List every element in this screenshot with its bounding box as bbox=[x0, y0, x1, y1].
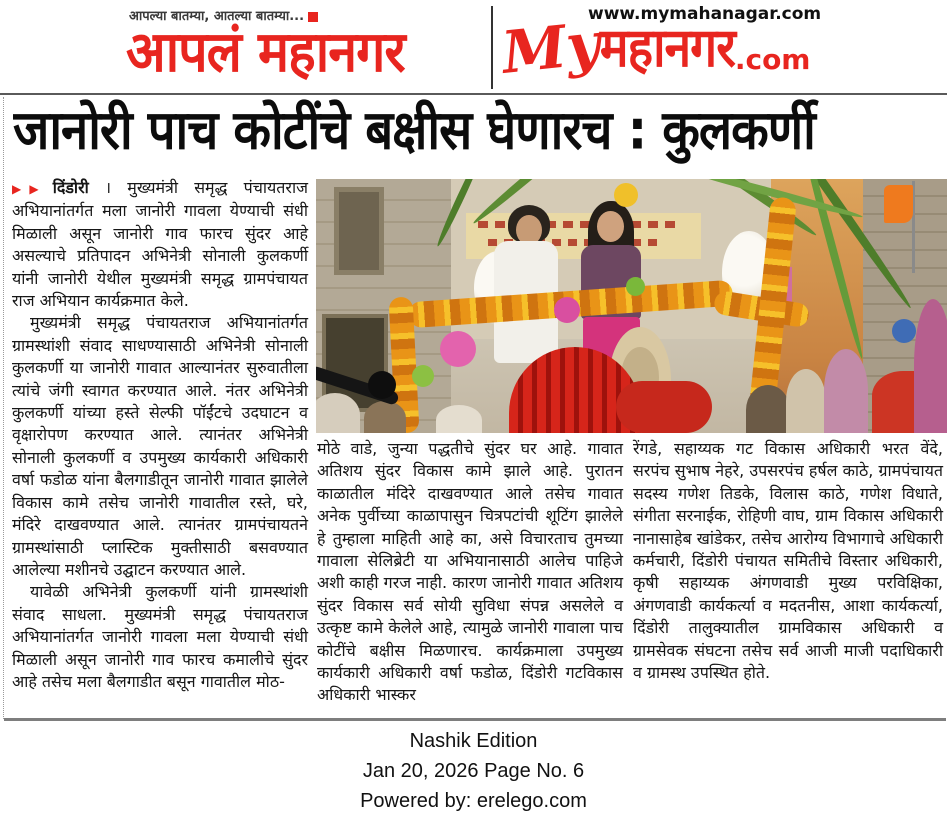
photo-green-pompom bbox=[412, 365, 434, 387]
article-column-1 bbox=[12, 177, 308, 717]
photo-crowd-figure bbox=[364, 401, 406, 433]
dateline-place: दिंडोरी bbox=[52, 178, 89, 197]
photo-red-cloth-roll bbox=[616, 381, 712, 433]
article-paragraph-1 bbox=[12, 177, 308, 312]
article-paragraph-2: मुख्यमंत्री समृद्ध पंचायतराज अभियानांतर्गत ग्रामस्थांशी संवाद साधण्यासाठी अभिनेत्री सोनाली कुलकर्णी या जानोरी गावात आल्यानंतर सुरुवातीला त्यांचे जंगी स्वागत करण्यात आले. नंतर अभिनेत्री कुलकर्णी यांच्या हस्ते सेल्फी पॉईंटचे उदघाटन व वृक्षारोपण करण्यात आले. त्यानंतर अभिनेत्री सोनाली कुलकर्णी व उपमुख्य कार्यकारी अधिकारी वर्षा फडोळ यांना बैलगाडीतून जानोरी गावात झालेले विकास कामे तसेच जानोरी गावातील रस्ते, घरे, मंदिरे दाखवण्यात आले. त्यानंतर ग्रामपंचायतने ग्रामस्थांसाठी प्लास्टिक मुक्तीसाठी बसवण्यात आलेल्या मशीनचे उद्घाटन करण्यात आले. bbox=[12, 313, 308, 579]
logo-divider bbox=[491, 6, 493, 89]
article-paragraph-3: यावेळी अभिनेत्री कुलकर्णी यांनी ग्रामस्थांशी संवाद साधला. मुख्यमंत्री समृद्ध पंचायतराज अभियानांतर्गत जानोरी गावला मला येण्याची संधी मिळाली असून जानोरी गाव फारच कमालीचे सुंदर आहे तसेच मला बैलगाडीत बसून गावातील मोठ- bbox=[12, 582, 308, 691]
logo-com-suffix: .com bbox=[734, 43, 811, 76]
site-url: www.mymahanagar.com bbox=[588, 4, 822, 24]
logo-my-script: My bbox=[498, 9, 604, 87]
paragraph-1-text: मुख्यमंत्री समृद्ध पंचायतराज अभियानांतर्गत मला जानोरी गावला येण्याची संधी मिळाली असून जानोरी गाव फारच सुंदर आहे असल्याचे प्रतिपादन अभिनेत्री सोनाली कुलकर्णी यांनी जानोरी येथील मुख्यमंत्री समृद्ध ग्रामपंचायत राज अभियान कार्यक्रमात केले. bbox=[12, 178, 308, 311]
logo-mahanagar-devanagari: महानगर bbox=[599, 16, 735, 80]
article bbox=[3, 97, 945, 719]
article-column-3 bbox=[633, 438, 943, 718]
logo-aapla-mahanagar: आपलं महानगर bbox=[126, 20, 405, 85]
photo-green-pompom bbox=[626, 277, 645, 296]
article-headline: जानोरी पाच कोटींचे बक्षीस घेणारच : कुलकर्णी bbox=[13, 99, 815, 162]
dateline-separator: । bbox=[88, 178, 128, 197]
article-photo bbox=[316, 179, 947, 433]
photo-pink-pompom bbox=[554, 297, 580, 323]
photo-pink-pompom bbox=[440, 331, 476, 367]
photo-crowd-figure bbox=[746, 385, 790, 433]
masthead bbox=[0, 0, 947, 95]
photo-crowd-figure bbox=[824, 349, 868, 433]
article-column-2-text: मोठे वाडे, जुन्या पद्धतीचे सुंदर घर आहे. गावात अतिशय सुंदर विकास कामे झाले आहे. पुरातन काळातील मंदिरे दाखवण्यात आले तसेच गावात अनेक पुर्वीच्या काळापासुन चित्रपटांची शूटिंग झालेले हे तुम्हाला माहिती आहे का, असे विचारताच तुमच्या गावाला सेलिब्रेटी या अभियानासाठी आलेच पाहिजे अशी काही गरज नाही. कारण जानोरी गावात अतिशय सुंदर विकास सर्व सोयी सुविधा संपन्न असलेले व उत्कृष्ट कामे केलेले आहे, त्यामुळे जानोरी गावाला पाच कोटींचे बक्षीस मिळणारच. कार्यक्रमाला उपमुख्य कार्यकारी अधिकारी वर्षा फडोळ, दिंडोरी गटविकास अधिकारी भास्कर bbox=[317, 439, 623, 705]
dateline-arrows-icon: ▶▶ bbox=[12, 182, 47, 196]
article-column-2 bbox=[317, 438, 623, 718]
masthead-rule bbox=[0, 93, 947, 95]
article-bottom-rule bbox=[4, 718, 946, 721]
footer-edition: Nashik Edition bbox=[409, 730, 538, 752]
photo-saffron-flag bbox=[884, 185, 913, 223]
photo-crowd-figure bbox=[436, 405, 482, 433]
tagline-text: आपल्या बातम्या, आतल्या बातम्या... bbox=[129, 9, 305, 24]
photo-woman-pink-face bbox=[597, 211, 624, 242]
photo-window-top-left bbox=[334, 187, 384, 275]
photo-crowd-figure bbox=[914, 299, 947, 433]
page-footer bbox=[0, 726, 947, 816]
article-column-3-text: रेंगडे, सहाय्यक गट विकास अधिकारी भरत वेंदे, सरपंच सुभाष नेहरे, उपसरपंच हर्षल काठे, ग्रामपंचायत सदस्य गणेश तिडके, विलास काठे, गणेश विधाते, संगीता सरनाईक, रोहिणी वाघ, ग्राम विकास अधिकारी नानासाहेब खांडेकर, तसेच आरोग्य विभागाचे अधिकारी कर्मचारी, दिंडोरी पंचायत समितीचे विस्तार अधिकारी, कृषी सहाय्यक अंगणवाडी मुख्य परविक्षिका, अंगणवाडी कार्यकर्त्या व मदतनीस, आशा कार्यकर्त्या, दिंडोरी तालुक्यातील ग्रामविकास अधिकारी व ग्रामसेवक संघटना तसेच सर्व आजी माजी पदाधिकारी व ग्रामस्थ उपस्थित होते. bbox=[633, 439, 943, 683]
footer-powered-by: Powered by: erelego.com bbox=[360, 790, 587, 812]
photo-crowd-figure bbox=[786, 369, 826, 433]
footer-date-page: Jan 20, 2026 Page No. 6 bbox=[362, 760, 585, 782]
photo-loudspeaker-bell bbox=[368, 371, 396, 399]
photo-yellow-pompom bbox=[614, 183, 638, 207]
photo-blue-cap bbox=[892, 319, 916, 343]
